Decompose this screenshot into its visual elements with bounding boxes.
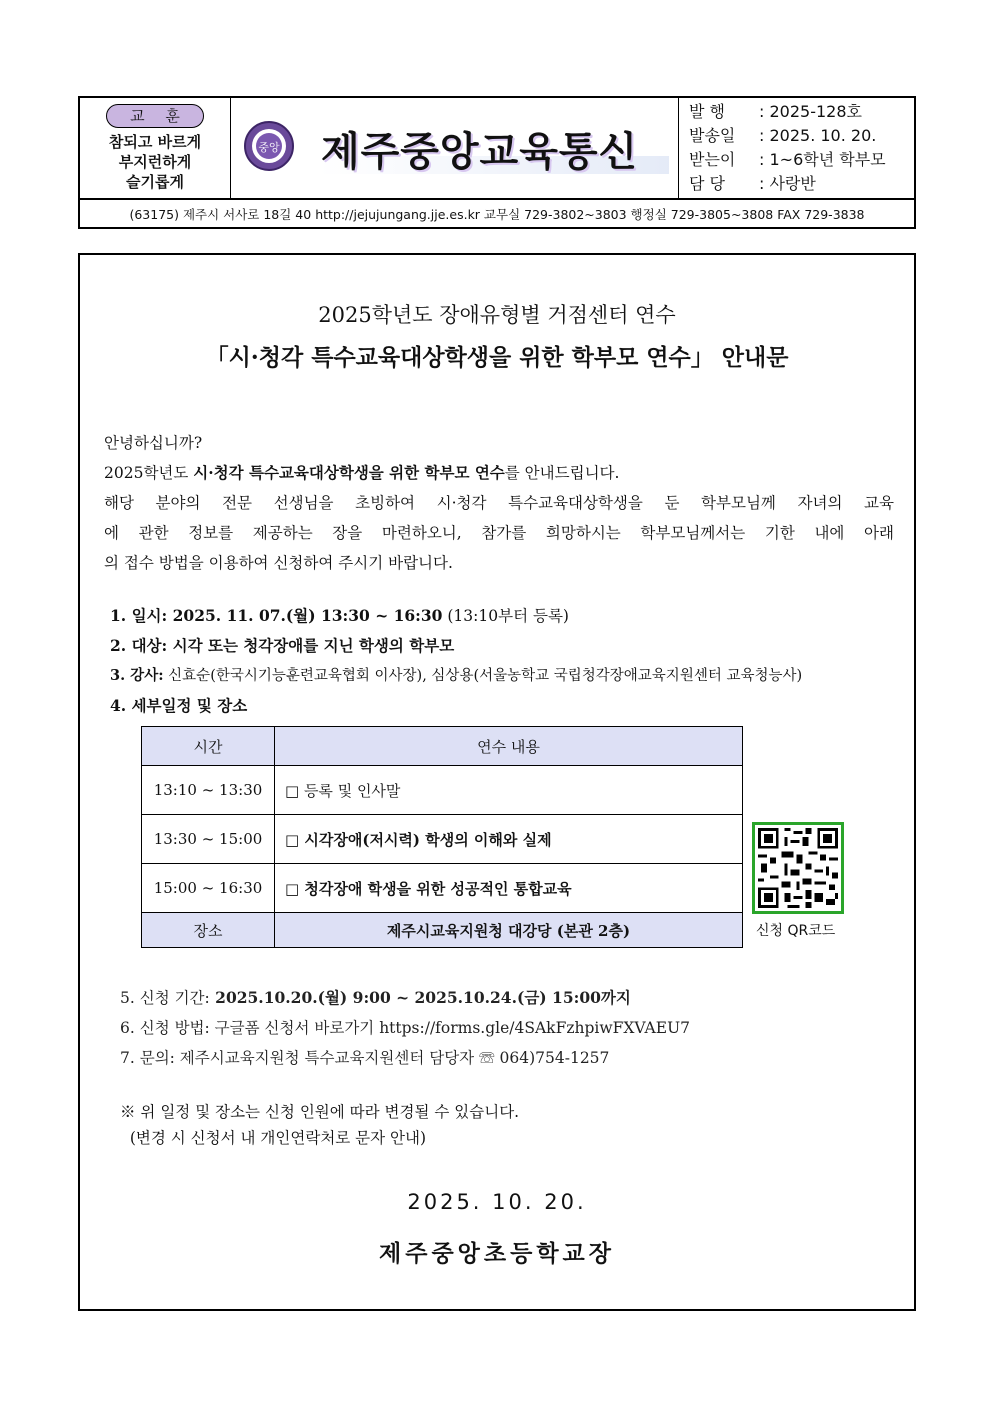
- table-row: [142, 766, 743, 815]
- notice-line: (변경 시 신청서 내 개인연락처로 문자 안내): [120, 1129, 427, 1147]
- qr-label: 신청 QR코드: [756, 923, 836, 939]
- newsletter-title-cell: [231, 98, 679, 198]
- row-content: □ 등록 및 인사말: [275, 766, 743, 815]
- notice-title-line1: 2025학년도 장애유형별 거점센터 연수: [318, 303, 676, 327]
- newsletter-brand: 제주중앙교육통신: [321, 129, 639, 175]
- school-motto: [80, 98, 231, 198]
- motto-line: 참되고 바르게: [108, 133, 202, 151]
- change-notice: [120, 1099, 519, 1151]
- issue-meta: [679, 98, 914, 198]
- application-info: [120, 983, 690, 1073]
- row-time: 15:00 ~ 16:30: [142, 864, 275, 913]
- intro-paragraph-line: 해당 분야의 전문 선생님을 초빙하여 시·청각 특수교육대상학생을 둔 학부모님께 자녀의 교육: [104, 494, 894, 512]
- intro-paragraph-line: 의 접수 방법을 이용하여 신청하여 주시기 바랍니다.: [104, 554, 453, 572]
- table-row-place: [142, 913, 743, 948]
- newsletter-header: [78, 96, 916, 229]
- intro-text: [104, 428, 894, 578]
- detail-target: 2. 대상: 시각 또는 청각장애를 지닌 학생의 학부모: [110, 636, 455, 655]
- motto-badge: 교 훈: [106, 104, 204, 128]
- detail-date: 1. 일시: 2025. 11. 07.(월) 13:30 ~ 16:30 (13:10부터 등록): [110, 606, 569, 625]
- row-time: 13:10 ~ 13:30: [142, 766, 275, 815]
- qr-code[interactable]: [752, 822, 844, 914]
- school-address: (63175) 제주시 서사로 18길 40 http://jejujungang.jje.es.kr 교무실 729-3802~3803 행정실 729-3805~3808 FAX 729-3838: [80, 198, 914, 229]
- place-label: 장소: [142, 913, 275, 948]
- intro-paragraph-line: 에 관한 정보를 제공하는 장을 마련하오니, 참가를 희망하시는 학부모님께서는 기한 내에 아래: [104, 524, 894, 542]
- schedule-table: [141, 726, 743, 948]
- qr-code-icon: [755, 825, 841, 911]
- col-header-time: 시간: [142, 727, 275, 766]
- notice-title-line2: 「시·청각 특수교육대상학생을 위한 학부모 연수」 안내문: [205, 344, 789, 371]
- apply-contact: 7. 문의: 제주시교육지원청 특수교육지원센터 담당자 ☏ 064)754-1257: [120, 1049, 610, 1067]
- notice-body: [78, 253, 916, 1311]
- table-row: [142, 864, 743, 913]
- col-header-content: 연수 내용: [275, 727, 743, 766]
- school-logo-icon: [243, 120, 295, 172]
- meta-row: 발송일 : 2025. 10. 20.: [689, 126, 877, 145]
- motto-line: 부지런하게: [118, 153, 192, 171]
- row-content: □ 청각장애 학생을 위한 성공적인 통합교육: [275, 864, 743, 913]
- table-row: [142, 815, 743, 864]
- detail-lecturer: 3. 강사: 신효순(한국시기능훈련교육협회 이사장), 심상용(서울농학교 국립청각장애교육지원센터 교육청능사): [110, 667, 803, 684]
- intro-line: 2025학년도 시·청각 특수교육대상학생을 위한 학부모 연수를 안내드립니다.: [104, 463, 620, 482]
- detail-schedule-heading: 4. 세부일정 및 장소: [110, 696, 248, 715]
- row-content: □ 시각장애(저시력) 학생의 이해와 실제: [275, 815, 743, 864]
- meta-row: 담 당 : 사랑반: [689, 174, 816, 193]
- apply-period: 5. 신청 기간: 2025.10.20.(월) 9:00 ~ 2025.10.24.(금) 15:00까지: [120, 988, 631, 1007]
- meta-row: 발 행 : 2025-128호: [689, 102, 862, 121]
- apply-method[interactable]: 6. 신청 방법: 구글폼 신청서 바로가기 https://forms.gle/4SAkFzhpiwFXVAEU7: [120, 1019, 690, 1037]
- greeting: 안녕하십니까?: [104, 434, 203, 452]
- row-time: 13:30 ~ 15:00: [142, 815, 275, 864]
- motto-line: 슬기롭게: [126, 173, 184, 191]
- event-details: [110, 601, 802, 721]
- issue-date: 2025. 10. 20.: [407, 1190, 587, 1214]
- place-value: 제주시교육지원청 대강당 (본관 2층): [275, 913, 743, 948]
- principal-signature: 제주중앙초등학교장: [379, 1241, 615, 1267]
- logo-text: 중앙: [258, 141, 280, 154]
- meta-row: 받는이 : 1~6학년 학부모: [689, 150, 886, 169]
- notice-line: ※ 위 일정 및 장소는 신청 인원에 따라 변경될 수 있습니다.: [120, 1103, 520, 1121]
